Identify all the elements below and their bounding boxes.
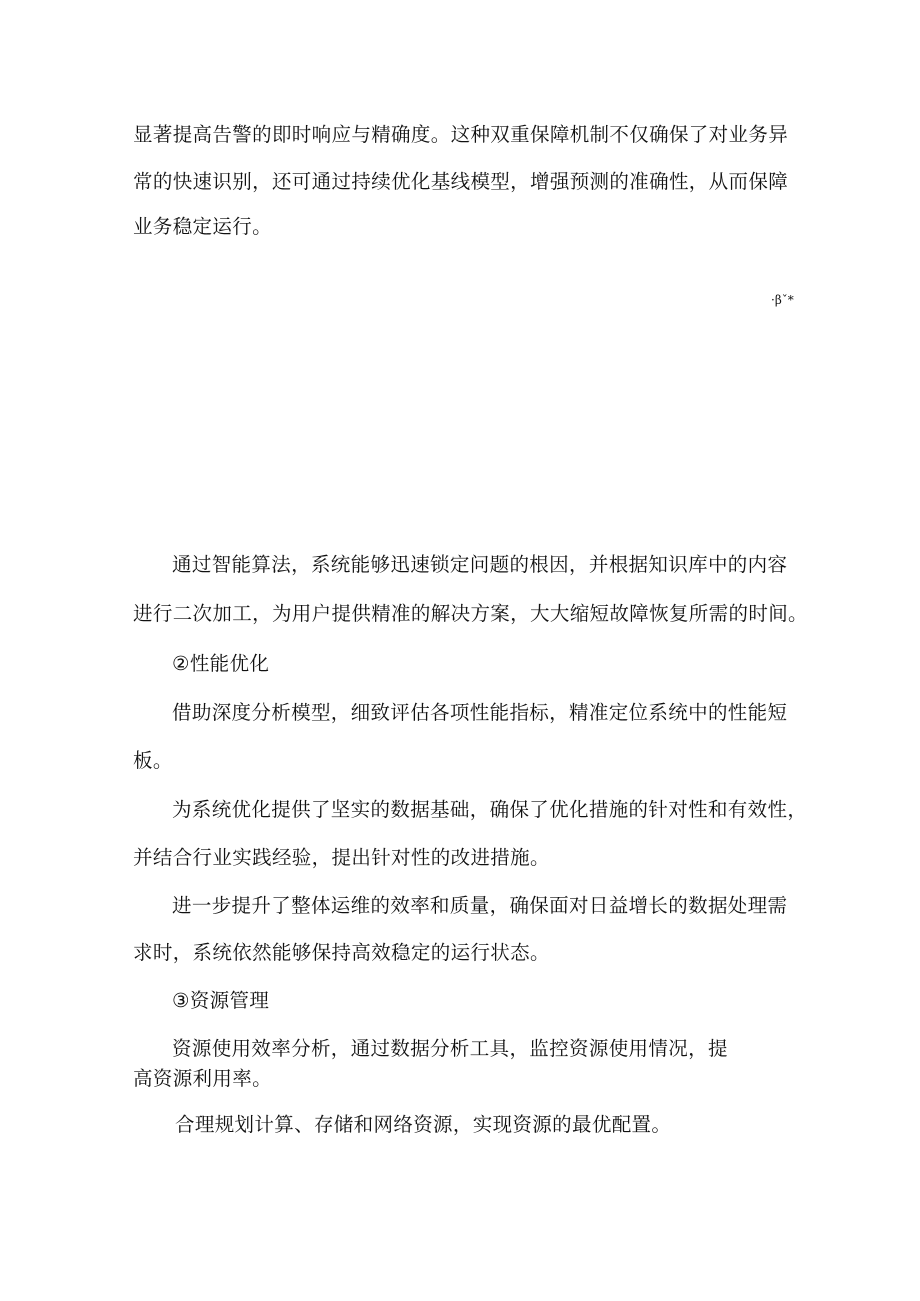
- section-heading-resource: ③资源管理: [172, 989, 270, 1012]
- text-line: 为系统优化提供了坚实的数据基础，确保了优化措施的针对性和有效性，: [172, 798, 808, 821]
- text-line: 进一步提升了整体运维的效率和质量，确保面对日益增长的数据处理需: [172, 894, 788, 917]
- text-line: 板。: [133, 749, 173, 772]
- section-heading-performance: ②性能优化: [172, 652, 270, 675]
- text-line: 进行二次加工，为用户提供精准的解决方案，大大缩短故障恢复所需的时间。: [133, 602, 808, 625]
- stray-mark: ·βˇ*: [771, 293, 794, 307]
- text-line: 通过智能算法，系统能够迅速锁定问题的根因，并根据知识库中的内容: [172, 553, 788, 576]
- text-line: 资源使用效率分析，通过数据分析工具，监控资源使用情况，提: [172, 1037, 728, 1060]
- text-line: 高资源利用率。: [133, 1067, 272, 1090]
- paragraph-resource-planning: 合理规划计算、存储和网络资源，实现资源的最优配置。: [175, 1113, 672, 1136]
- text-line: 业务稳定运行。: [133, 215, 272, 238]
- text-line: 借助深度分析模型，细致评估各项性能指标，精准定位系统中的性能短: [172, 701, 788, 724]
- text-line: 显著提高告警的即时响应与精确度。这种双重保障机制不仅确保了对业务异: [133, 123, 789, 146]
- text-line: 求时，系统依然能够保持高效稳定的运行状态。: [133, 941, 550, 964]
- text-line: 常的快速识别，还可通过持续优化基线模型，增强预测的准确性，从而保障: [133, 170, 789, 193]
- text-line: 并结合行业实践经验，提出针对性的改进措施。: [133, 846, 550, 869]
